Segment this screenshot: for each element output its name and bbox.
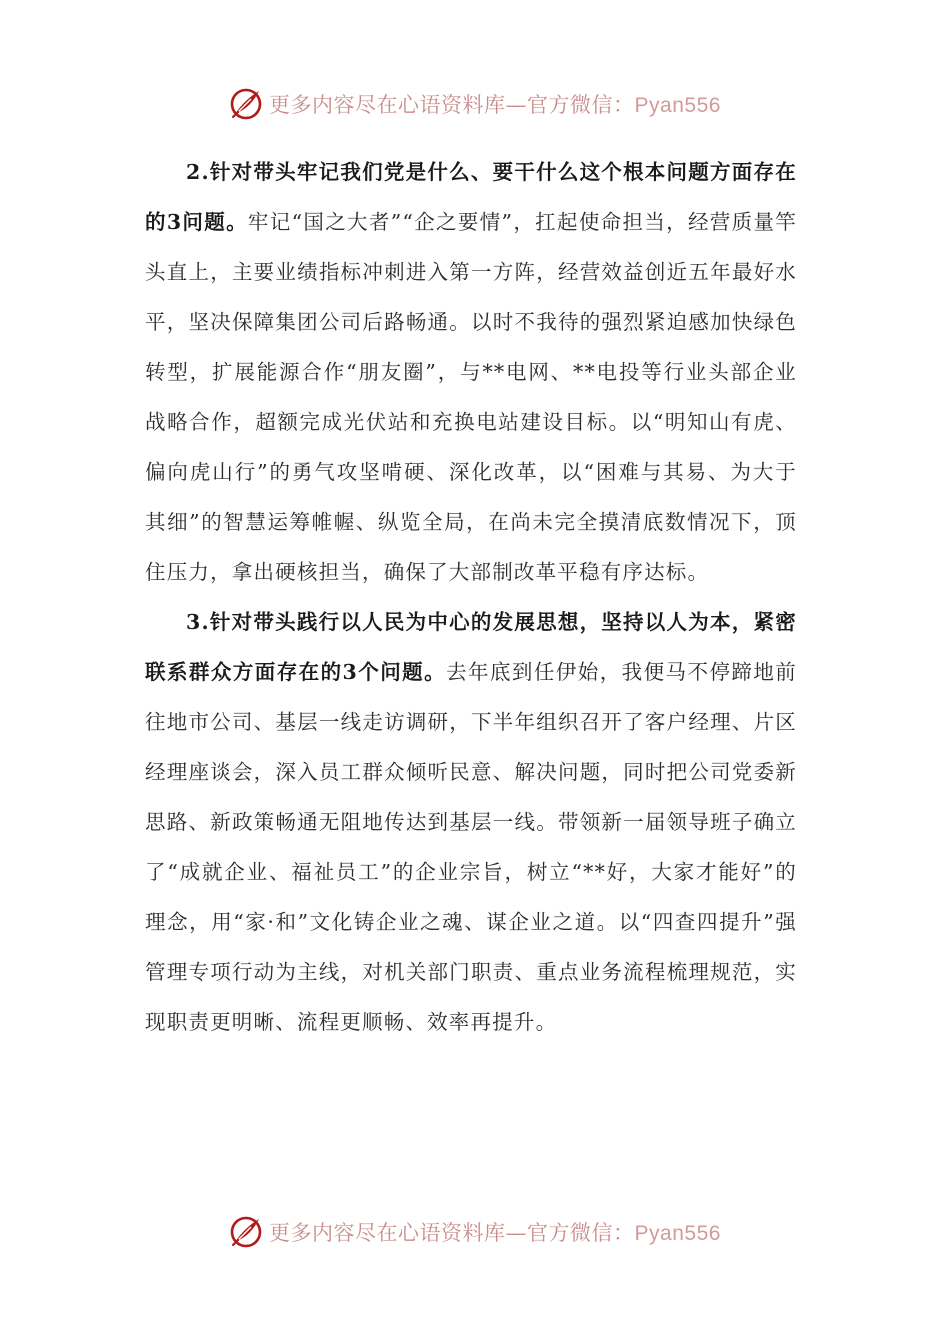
paragraph-heading: 2.针对带头牢记我们党是什么、要干什么这个根本问题方面存在的3问题。 [145,160,797,234]
paragraph-item-3 [145,597,797,1047]
header-text [269,89,721,119]
footer-dash: — [505,1221,528,1245]
header-banner [0,84,950,124]
header-wechat-id: Pyan556 [634,94,721,117]
footer-banner [0,1212,950,1252]
quill-logo-icon [229,1215,263,1249]
quill-logo-icon [229,87,263,121]
header-suffix: 官方微信： [527,93,635,117]
paragraph-heading: 3.针对带头践行以人民为中心的发展思想，坚持以人为本，紧密联系群众方面存在的3个问题。 [145,610,797,684]
paragraph-body: 牢记“国之大者”“企之要情”，扛起使命担当，经营质量竿头直上，主要业绩指标冲刺进入第一方阵，经营效益创近五年最好水平，坚决保障集团公司后路畅通。以时不我待的强烈紧迫感加快绿色转型，扩展能源合作“朋友圈”，与**电网、**电投等行业头部企业战略合作，超额完成光伏站和充换电站建设目标。以“明知山有虎、偏向虎山行”的勇气攻坚啃硬、深化改革，以“困难与其易、为大于其细”的智慧运筹帷幄、纵览全局，在尚未完全摸清底数情况下，顶住压力，拿出硬核担当，确保了大部制改革平稳有序达标。 [145,210,797,584]
header-title: 更多内容尽在心语资料库 [269,93,506,117]
paragraph-item-2 [145,147,797,597]
footer-title: 更多内容尽在心语资料库 [269,1221,506,1245]
footer-wechat-id: Pyan556 [634,1222,721,1245]
header-dash: — [505,93,528,117]
footer-suffix: 官方微信： [527,1221,635,1245]
document-body [145,147,797,1047]
footer-text [269,1217,721,1247]
paragraph-body: 去年底到任伊始，我便马不停蹄地前往地市公司、基层一线走访调研，下半年组织召开了客户经理、片区经理座谈会，深入员工群众倾听民意、解决问题，同时把公司党委新思路、新政策畅通无阻地传达到基层一线。带领新一届领导班子确立了“成就企业、福祉员工”的企业宗旨，树立“**好，大家才能好”的理念，用“家·和”文化铸企业之魂、谋企业之道。以“四查四提升”强管理专项行动为主线，对机关部门职责、重点业务流程梳理规范，实现职责更明晰、流程更顺畅、效率再提升。 [145,660,797,1034]
